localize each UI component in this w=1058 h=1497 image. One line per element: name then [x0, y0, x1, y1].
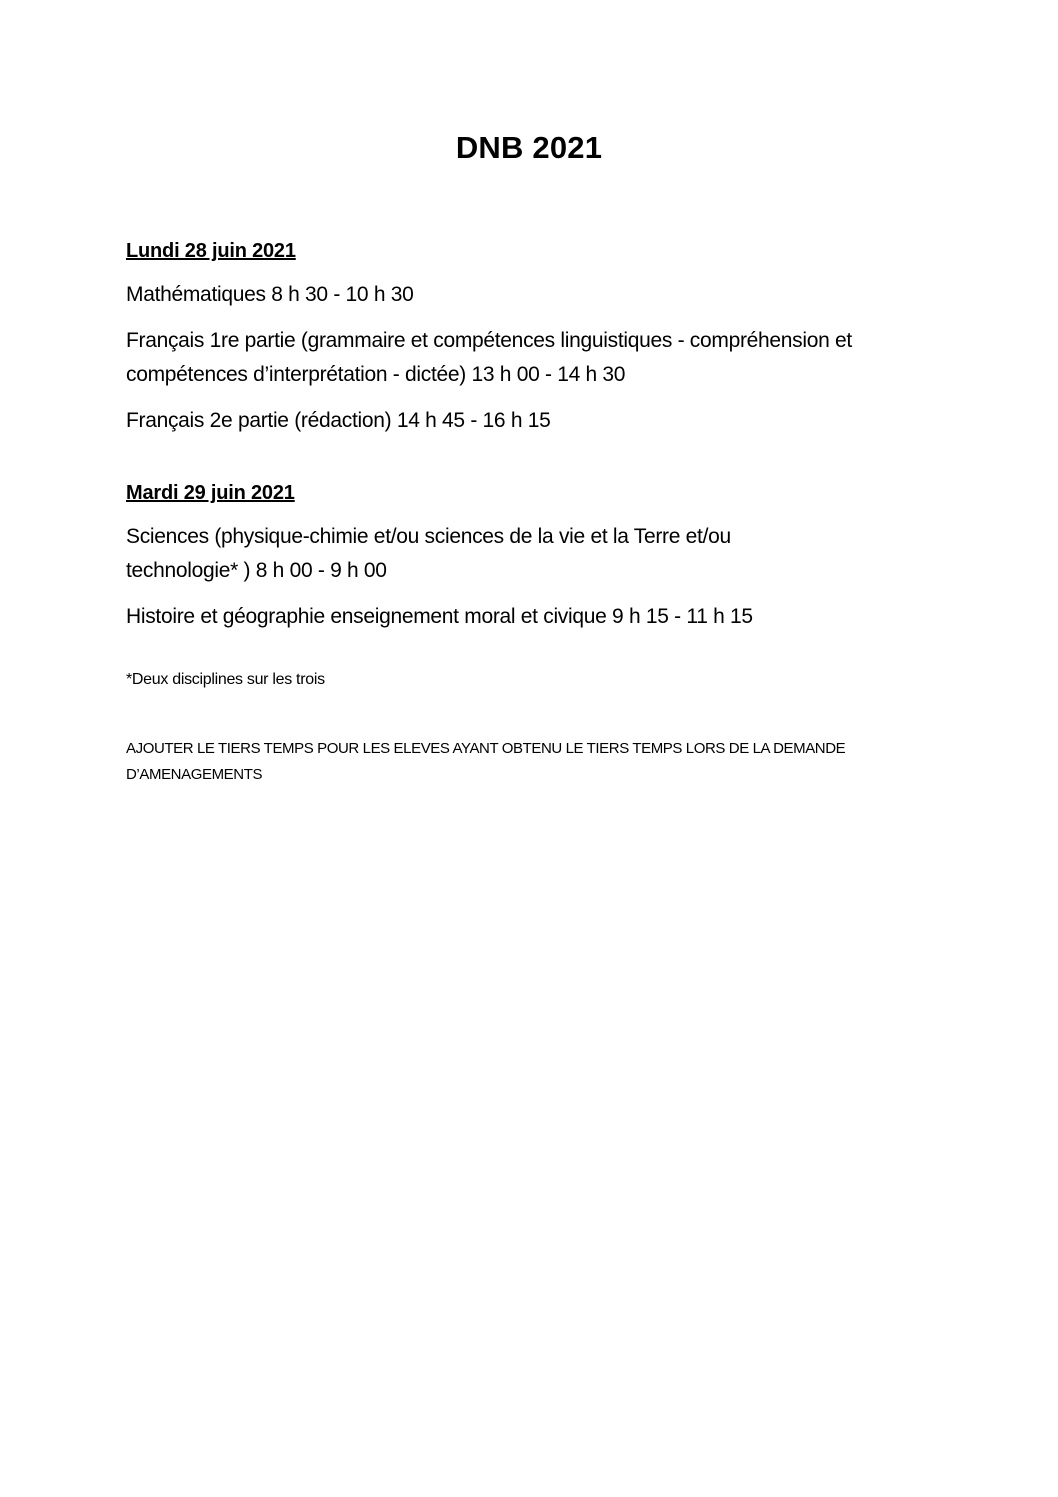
exam-entry: Français 1re partie (grammaire et compétences linguistiques - compréhension et compétences d’interprétation - dictée) 13 h 00 - 14 h 30	[126, 329, 852, 386]
exam-entry: Sciences (physique-chimie et/ou sciences de la vie et la Terre et/ou technologie* ) 8 h 00 - 9 h 00	[126, 525, 731, 582]
day-heading: Lundi 28 juin 2021	[126, 240, 296, 262]
day-heading: Mardi 29 juin 2021	[126, 482, 295, 504]
day-block-mardi	[126, 476, 926, 634]
page-title: DNB 2021	[455, 130, 603, 165]
footnote: *Deux disciplines sur les trois	[126, 671, 325, 688]
day-block-lundi	[126, 234, 926, 438]
exam-entry: Français 2e partie (rédaction) 14 h 45 - 16 h 15	[126, 409, 551, 432]
exam-entry: Histoire et géographie enseignement moral et civique 9 h 15 - 11 h 15	[126, 605, 753, 628]
notice-text: AJOUTER LE TIERS TEMPS POUR LES ELEVES AYANT OBTENU LE TIERS TEMPS LORS DE LA DEMANDE D’AMENAGEMENTS	[126, 740, 846, 783]
exam-entry: Mathématiques 8 h 30 - 10 h 30	[126, 283, 414, 306]
schedule-content	[126, 234, 926, 788]
